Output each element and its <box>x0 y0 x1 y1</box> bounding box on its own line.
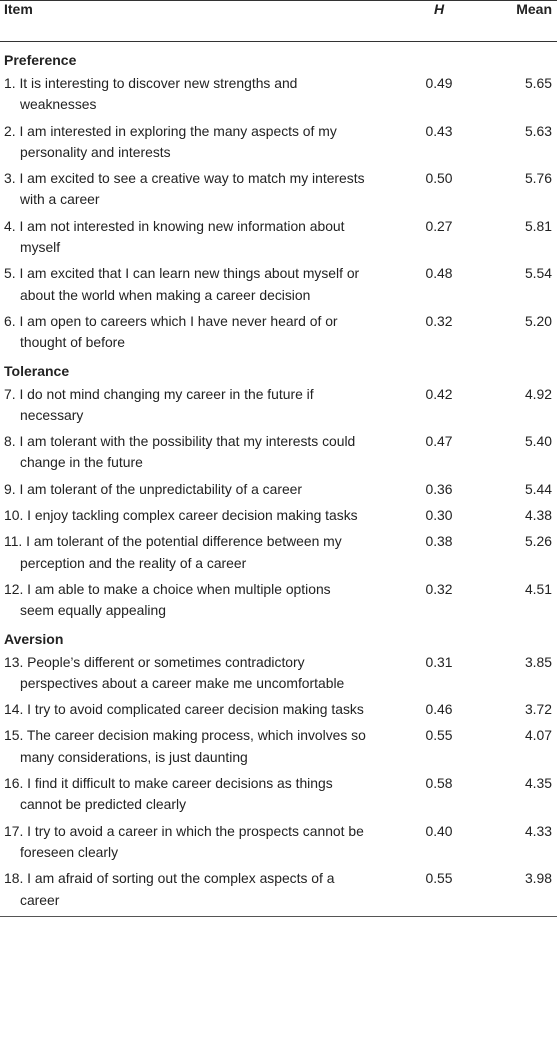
column-header-mean: Mean <box>516 1 552 17</box>
mean-value: 5.20 <box>524 312 552 329</box>
item-text: 4. I am not interested in knowing new information about myself <box>4 217 345 256</box>
h-value: 0.27 <box>425 217 453 234</box>
table-row <box>0 311 557 354</box>
mean-value: 5.44 <box>524 480 552 497</box>
h-value: 0.47 <box>425 433 453 450</box>
h-value: 0.43 <box>425 122 453 139</box>
table-row <box>0 773 557 816</box>
column-header-h: H <box>433 1 445 17</box>
h-value: 0.49 <box>425 75 453 91</box>
mean-value: 5.76 <box>524 170 552 187</box>
mean-value: 5.54 <box>524 265 552 282</box>
h-value: 0.42 <box>425 385 453 402</box>
item-text: 13. People’s different or sometimes contradictory perspectives about a career make me uncomfortable <box>4 653 345 691</box>
item-text: 8. I am tolerant with the possibility that my interests could change in the future <box>4 433 356 471</box>
h-value: 0.50 <box>425 170 453 187</box>
h-value: 0.46 <box>425 701 453 718</box>
h-value: 0.40 <box>425 822 453 839</box>
section-title: Tolerance <box>4 362 70 379</box>
section-title: Preference <box>4 52 77 68</box>
item-text: 6. I am open to careers which I have never heard of or thought of before <box>4 312 338 351</box>
mean-value: 4.51 <box>524 580 552 597</box>
table-row <box>0 505 557 526</box>
mean-value: 4.92 <box>524 385 552 402</box>
table-row <box>0 384 557 427</box>
table-row <box>0 73 557 116</box>
mean-value: 4.35 <box>524 775 552 792</box>
item-text: 14. I try to avoid complicated career decision making tasks <box>4 701 364 718</box>
table-header-row <box>0 1 557 41</box>
item-text: 7. I do not mind changing my career in the future if necessary <box>4 385 314 423</box>
mean-value: 5.40 <box>524 433 552 450</box>
mean-value: 5.26 <box>524 533 552 550</box>
h-value: 0.55 <box>425 870 453 887</box>
item-text: 3. I am excited to see a creative way to match my interests with a career <box>4 170 365 208</box>
mean-value: 5.63 <box>524 122 552 139</box>
section-heading <box>0 627 557 652</box>
table-row <box>0 531 557 574</box>
item-text: 18. I am afraid of sorting out the complex aspects of a career <box>4 870 335 908</box>
table-row <box>0 121 557 164</box>
table-row <box>0 821 557 864</box>
mean-value: 4.38 <box>524 507 552 524</box>
h-value: 0.31 <box>425 653 453 670</box>
item-text: 15. The career decision making process, which involves so many considerations, is just daunting <box>4 727 366 765</box>
h-value: 0.32 <box>425 312 453 329</box>
mean-value: 4.07 <box>524 727 552 744</box>
mean-value: 3.85 <box>524 653 552 670</box>
table-row <box>0 699 557 720</box>
table-row <box>0 868 557 911</box>
h-value: 0.32 <box>425 580 453 597</box>
item-text: 5. I am excited that I can learn new things about myself or about the world when making a career decision <box>4 265 360 303</box>
item-text: 12. I am able to make a choice when multiple options seem equally appealing <box>4 580 331 619</box>
table-row <box>0 216 557 259</box>
mean-value: 5.81 <box>524 217 552 234</box>
table-row <box>0 579 557 622</box>
item-text: 9. I am tolerant of the unpredictability of a career <box>4 480 303 497</box>
table-row <box>0 652 557 695</box>
h-value: 0.30 <box>425 507 453 524</box>
mean-value: 3.72 <box>524 701 552 718</box>
section-heading <box>0 48 557 73</box>
item-text: 10. I enjoy tackling complex career decision making tasks <box>4 507 358 524</box>
h-value: 0.38 <box>425 533 453 550</box>
table-row <box>0 263 557 306</box>
mean-value: 4.33 <box>524 822 552 839</box>
item-text: 1. It is interesting to discover new strengths and weaknesses <box>4 75 298 113</box>
header-rule <box>0 41 557 42</box>
h-value: 0.36 <box>425 480 453 497</box>
table-row <box>0 431 557 474</box>
mean-value: 5.65 <box>524 75 552 91</box>
section-title: Aversion <box>4 630 64 647</box>
section-heading <box>0 359 557 384</box>
h-value: 0.55 <box>425 727 453 744</box>
h-value: 0.48 <box>425 265 453 282</box>
table-row <box>0 168 557 211</box>
h-value: 0.58 <box>425 775 453 792</box>
column-header-item: Item <box>4 1 33 17</box>
item-text: 11. I am tolerant of the potential difference between my perception and the reality of a career <box>4 533 342 571</box>
table-row <box>0 725 557 768</box>
item-text: 2. I am interested in exploring the many aspects of my personality and interests <box>4 122 337 160</box>
table-bottom-rule <box>0 916 557 917</box>
item-text: 16. I find it difficult to make career decisions as things cannot be predicted clearly <box>4 775 333 813</box>
table-row <box>0 479 557 500</box>
mean-value: 3.98 <box>524 870 552 887</box>
table-body <box>0 48 557 911</box>
item-text: 17. I try to avoid a career in which the prospects cannot be foreseen clearly <box>4 822 364 860</box>
